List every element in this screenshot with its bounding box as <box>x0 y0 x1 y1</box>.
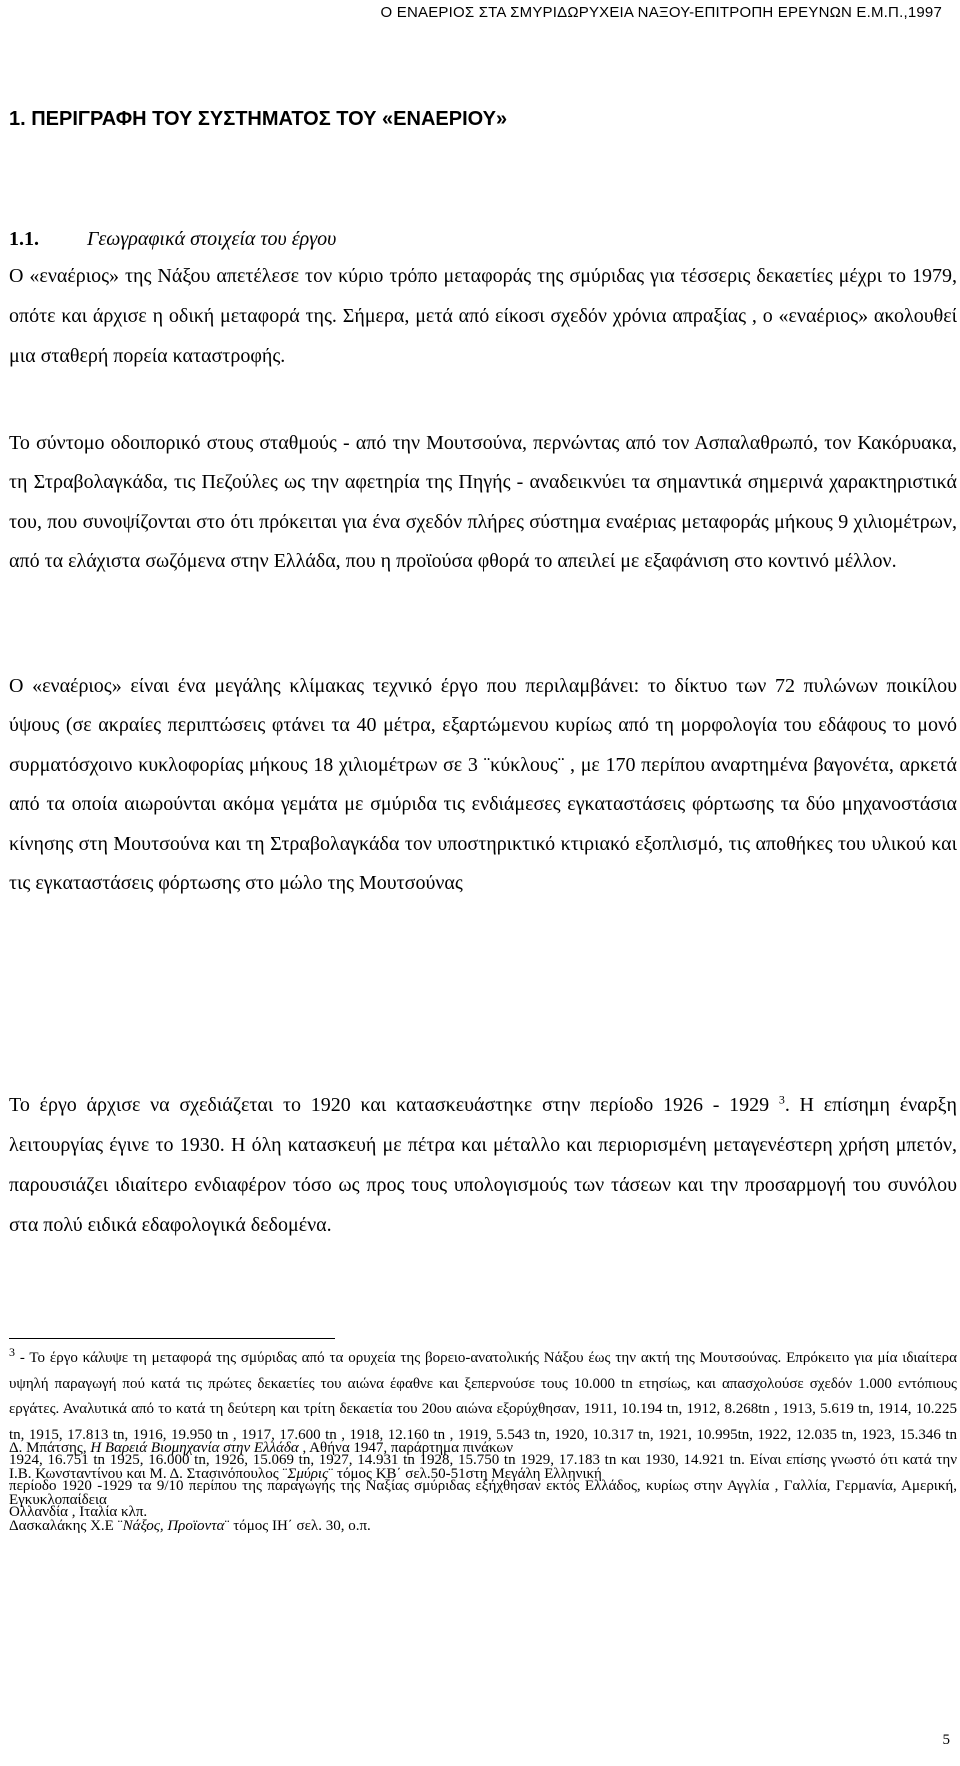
reference-author: Ι.Β. Κωνσταντίνου και Μ. Δ. Στασινόπουλος ¨ <box>9 1466 288 1482</box>
subsection-title: Γεωγραφικά στοιχεία του έργου <box>87 228 337 250</box>
subsection-number: 1.1. <box>9 228 39 250</box>
footnote-reference[interactable]: 3 <box>778 1092 785 1107</box>
reference-title: Νάξος, Προϊοντα <box>122 1518 225 1534</box>
subsection-heading <box>9 228 336 251</box>
section-heading: 1. ΠΕΡΙΓΡΑΦΗ ΤΟΥ ΣΥΣΤΗΜΑΤΟΣ ΤΟΥ «ΕΝΑΕΡΙΟΥ» <box>9 108 508 130</box>
reference-details: ¨ τόμος ΚΒ΄ σελ.50-51στη Μεγάλη Ελληνική <box>328 1466 602 1482</box>
reference-details: ¨ τόμος ΙΗ΄ σελ. 30, ο.π. <box>224 1518 371 1534</box>
reference-author: Εγκυκλοπαίδεια <box>9 1492 107 1508</box>
paragraph-system: Ο «εναέριος» είναι ένα μεγάλης κλίμακας τεχνικό έργο που περιλαμβάνει: το δίκτυο των 72 πυλώνων ποικίλου ύψους (σε ακραίες περιπτώσεις φτάνει τα 40 μέτρα, εξαρτώμενου κυρίως από τη μορφολογία του εδάφους το μονό συρματόσχοινο κυκλοφορίας μήκους 18 χιλιομέτρων σε 3 ¨κύκλους¨ , με 170 περίπου αναρτημένα βαγονέτα, αρκετά από τα οποία αιωρούνται ακόμα γεμάτα με σμύριδα τις ενδιάμεσες εγκαταστάσεις φόρτωσης τα δύο μηχανοστάσια κίνησης στη Μουτσούνα και τη Στραβολαγκάδα τον υποστηρικτικό κτιριακό εξοπλισμό, τις αποθήκες του υλικού και τις εγκαταστάσεις φόρτωσης στο μώλο της Μουτσούνας <box>9 675 957 895</box>
paragraph-history <box>9 1085 957 1245</box>
reference-item <box>9 1462 957 1488</box>
reference-item <box>9 1436 957 1462</box>
paragraph-route: Το σύντομο οδοιπορικό στους σταθμούς - από την Μουτσούνα, περνώντας από τον Ασπαλαθρωπό, τον Κακόρυακα, τη Στραβολαγκάδα, τις Πεζούλες ως την αφετηρία της Πηγής - αναδεικνύει τα σημαντικά σημερινά χαρακτηριστικά του, που συνοψίζονται στο ότι πρόκειται για ένα σχεδόν πλήρες σύστημα εναέριας μεταφοράς μήκους 9 χιλιομέτρων, από τα ελάχιστα σωζόμενα στην Ελλάδα, που η προϊούσα φθορά το απειλεί με εξαφάνιση στο κοντινό μέλλον. <box>9 432 957 573</box>
reference-title: Η Βαρειά Βιομηχανία στην Ελλάδα <box>90 1440 299 1456</box>
footnote-divider <box>9 1338 335 1339</box>
reference-title: Σμύρις <box>287 1466 329 1482</box>
paragraph-history-end: . Η επίσημη έναρξη λειτουργίας έγινε το 1930. Η όλη κατασκευή με πέτρα και μέταλλο και περιορισμένη μεταγενέστερη χρήση μπετόν, παρουσιάζει ιδιαίτερο ενδιαφέρον τόσο ως προς τους υπολογισμούς των τάσεων και την προσαρμογή του συνόλου στα πολύ ειδικά εδαφολογικά δεδομένα. <box>9 1094 957 1236</box>
reference-details: , Αθήνα 1947, παράρτημα πινάκων <box>298 1440 514 1456</box>
reference-author: Δασκαλάκης Χ.Ε ¨ <box>9 1518 123 1534</box>
running-header: Ο ΕΝΑΕΡΙΟΣ ΣΤΑ ΣΜΥΡΙΔΩΡΥΧΕΙΑ ΝΑΞΟΥ-ΕΠΙΤΡΟΠΗ ΕΡΕΥΝΩΝ Ε.Μ.Π.,1997 <box>380 4 942 21</box>
paragraph-intro: Ο «εναέριος» της Νάξου απετέλεσε τον κύριο τρόπο μεταφοράς της σμύριδας για τέσσερις δεκαετίες μέχρι το 1979, οπότε και άρχισε η οδική μεταφορά της. Σήμερα, μετά από είκοσι σχεδόν χρόνια απραξίας , ο «εναέριος» ακολουθεί μια σταθερή πορεία καταστροφής. <box>9 265 957 367</box>
reference-item <box>9 1488 957 1514</box>
page-number: 5 <box>942 1732 950 1748</box>
reference-item <box>9 1514 957 1540</box>
paragraph-history-start: Το έργο άρχισε να σχεδιάζεται το 1920 και κατασκευάστηκε στην περίοδο 1926 - 1929 <box>9 1094 779 1116</box>
footnote-marker: 3 <box>9 1345 15 1359</box>
footnote-text: - Το έργο κάλυψε τη μεταφορά της σμύριδας από τα ορυχεία της βορειο-ανατολικής Νάξου έως την ακτή της Μουτσούνας. Επρόκειτο για μία ιδιαίτερα υψηλή παραγωγή πού κατά τις πρώτες δεκαετίες του αιώνα έφαθνε και ξεπερνούσε τους 10.000 tn ετησίως, και απασχολούσε σχεδόν 1.000 εντόπιους εργάτες. Αναλυτικά από το κατά τη δεύτερη και τρίτη δεκαετία του 20ου αιώνα εξορύχθησαν, 1911, 10.194 tn, 1912, 8.268tn , 1913, 5.619 tn, 1914, 10.225 tn, 1915, 17.813 tn, 1916, 19.950 tn , 1917, 17.600 tn , 1918, 12.160 tn , 1919, 5.543 tn, 1920, 10.317 tn, 1921, 10.995tn, 1922, 12.035 tn, 1923, 15.346 tn 1924, 16.751 tn 1925, 16.000 tn, 1926, 15.069 tn, 1927, 14.931 tn 1928, 15.750 tn 1929, 17.183 tn και 1930, 14.921 tn. Είναι επίσης γνωστό ότι κατά την περίοδο 1920 -1929 τα 9/10 περίπου της παραγωγής της Ναξίας σμύριδας εξήχθησαν εκτός Ελλάδος, κυρίως στην Αγγλία , Γαλλία, Γερμανία, Αμερική, Ολλανδία , Ιταλία κλπ. <box>9 1350 957 1520</box>
reference-author: Δ. Μπάτσης, <box>9 1440 91 1456</box>
